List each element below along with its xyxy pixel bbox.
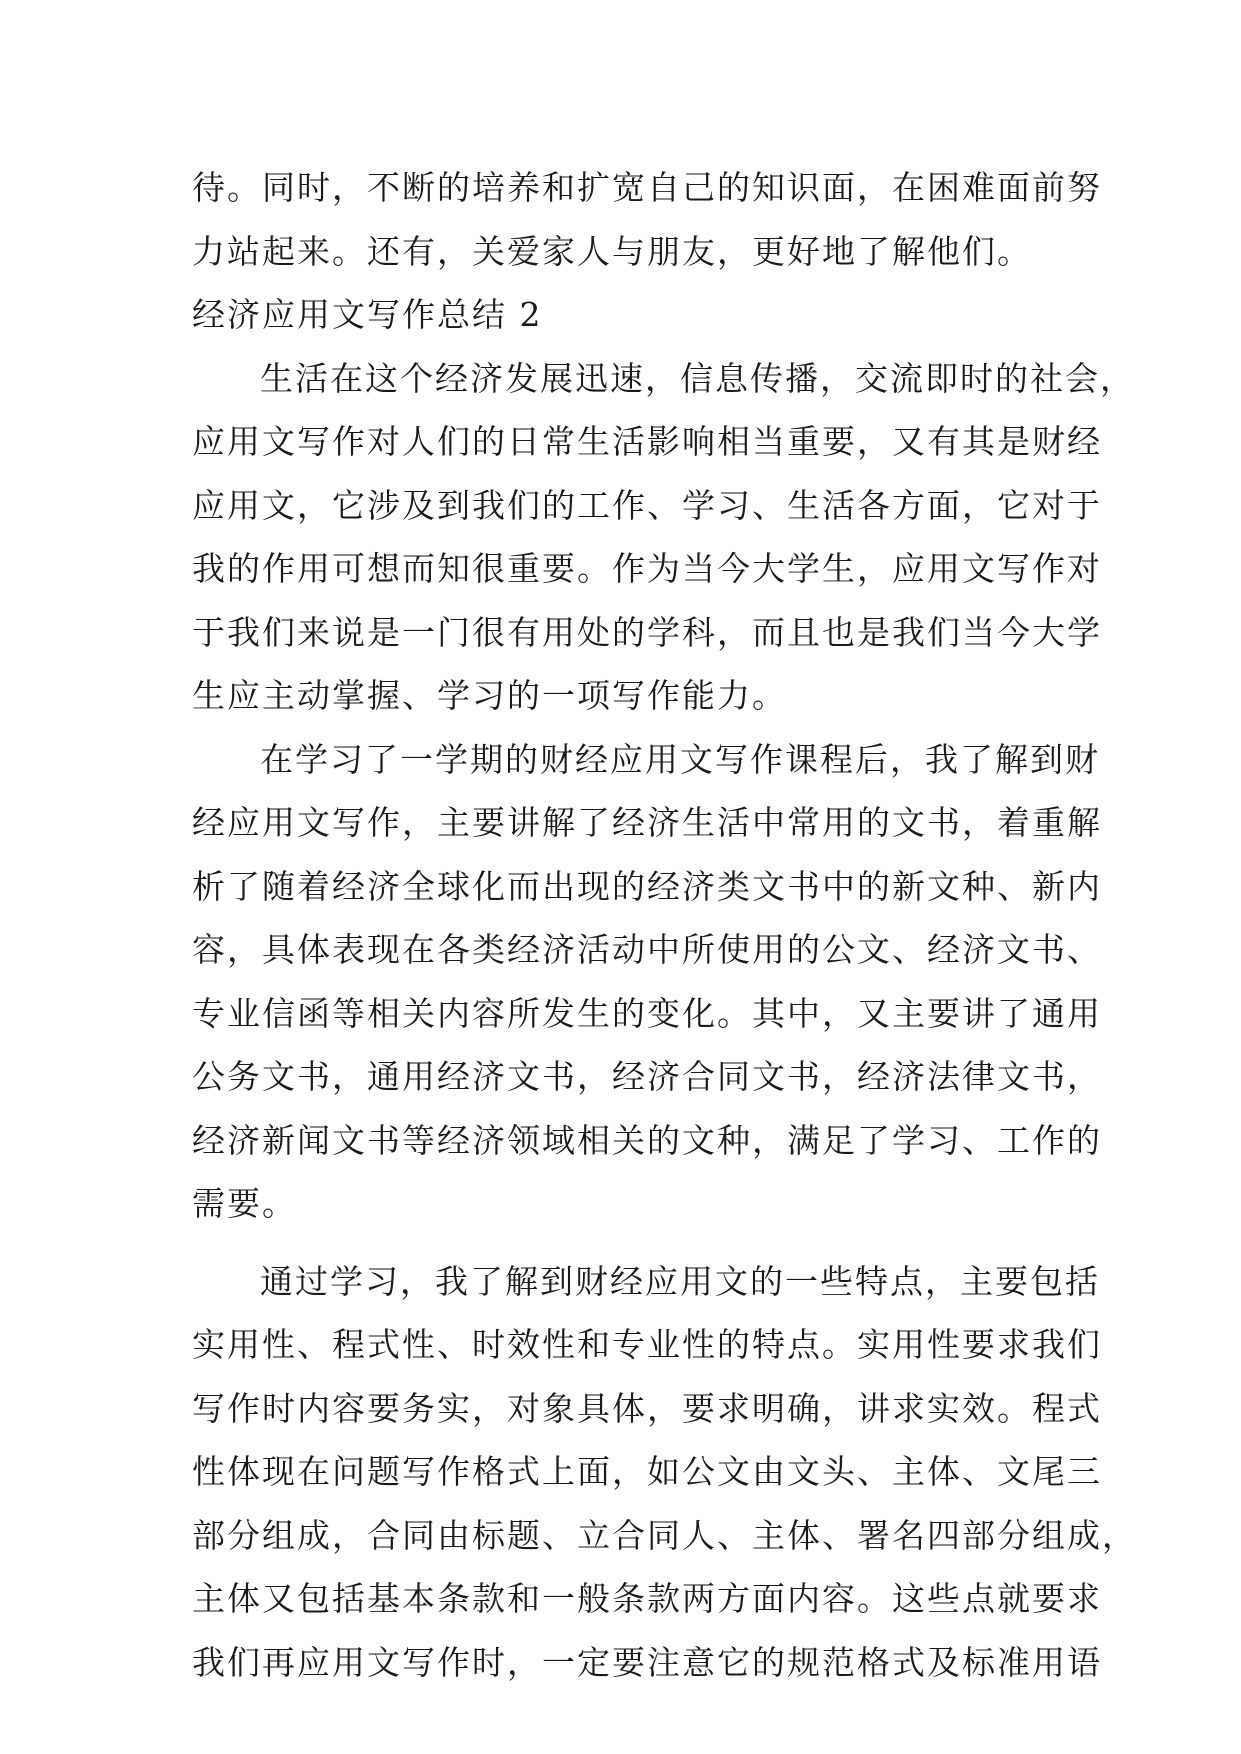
- paragraph3-line-5: 部分组成，合同由标题、立合同人、主体、署名四部分组成，: [192, 1515, 1137, 1555]
- paragraph2-line-2: 经应用文写作，主要讲解了经济生活中常用的文书，着重解: [192, 803, 1102, 842]
- continuation-line-1: 待。同时，不断的培养和扩宽自己的知识面，在困难面前努: [192, 168, 1102, 207]
- paragraph2-line-7: 经济新闻文书等经济领域相关的文种，满足了学习、工作的: [192, 1120, 1102, 1160]
- document-body: [192, 156, 1137, 1694]
- paragraph1-line-1: 生活在这个经济发展迅速，信息传播，交流即时的社会，: [260, 358, 1135, 398]
- paragraph3-line-2: 实用性、程式性、时效性和专业性的特点。实用性要求我们: [192, 1325, 1102, 1364]
- paragraph2-line-5: 专业信函等相关内容所发生的变化。其中，又主要讲了通用: [192, 993, 1102, 1033]
- paragraph1-line-6: 生应主动掌握、学习的一项写作能力。: [192, 676, 787, 715]
- paragraph1-line-5: 于我们来说是一门很有用处的学科，而且也是我们当今大学: [192, 612, 1102, 652]
- paragraph3-line-4: 性体现在问题写作格式上面，如公文由文头、主体、文尾三: [192, 1452, 1102, 1491]
- paragraph-spacer: [192, 1236, 1052, 1250]
- paragraph2-line-1: 在学习了一学期的财经应用文写作课程后，我了解到财: [260, 739, 1100, 779]
- paragraph3-line-6: 主体又包括基本条款和一般条款两方面内容。这些点就要求: [192, 1579, 1102, 1618]
- paragraph1-line-4: 我的作用可想而知很重要。作为当今大学生，应用文写作对: [192, 549, 1102, 588]
- paragraph3-line-7: 我们再应用文写作时，一定要注意它的规范格式及标准用语: [192, 1642, 1102, 1682]
- paragraph2-line-3: 析了随着经济全球化而出现的经济类文书中的新文种、新内: [192, 866, 1102, 906]
- section-title: 经济应用文写作总结 2: [192, 295, 543, 334]
- continuation-line-2: 力站起来。还有，关爱家人与朋友，更好地了解他们。: [192, 231, 1032, 271]
- paragraph1-line-3: 应用文，它涉及到我们的工作、学习、生活各方面，它对于: [192, 485, 1102, 525]
- paragraph3-line-3: 写作时内容要务实，对象具体，要求明确，讲求实效。程式: [192, 1388, 1102, 1428]
- paragraph2-line-4: 容，具体表现在各类经济活动中所使用的公文、经济文书、: [192, 930, 1102, 969]
- paragraph2-line-8: 需要。: [192, 1184, 297, 1223]
- paragraph3-line-1: 通过学习，我了解到财经应用文的一些特点，主要包括: [260, 1261, 1100, 1301]
- paragraph1-line-2: 应用文写作对人们的日常生活影响相当重要，又有其是财经: [192, 422, 1102, 461]
- paragraph2-line-6: 公务文书，通用经济文书，经济合同文书，经济法律文书，: [192, 1057, 1102, 1096]
